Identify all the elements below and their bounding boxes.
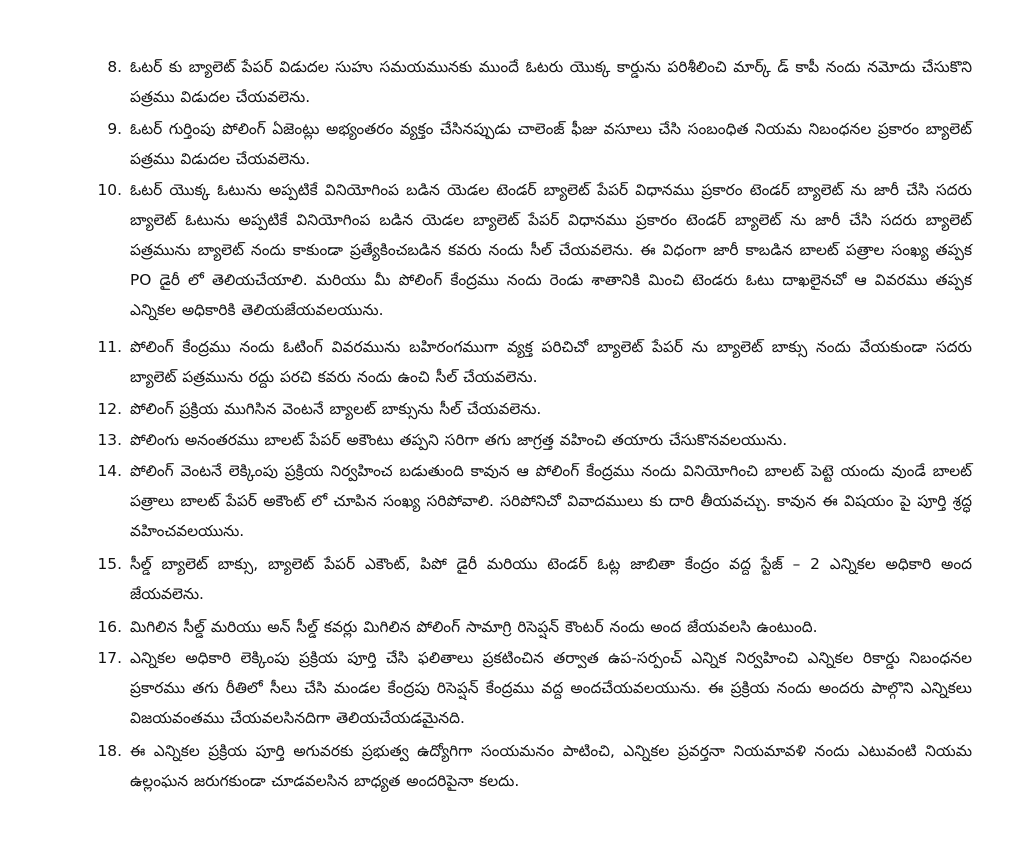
item-text: ఈ ఎన్నికల ప్రక్రియ పూర్తి అగువరకు ప్రభుత్వ ఉద్యోగిగా సంయమనం పాటించి, ఎన్నికల ప్రవర్తనా నియమావళి నందు ఎటువంటి నియమ ఉల్లంఘన జరుగకుండా చూడవలసిన బాధ్యత అందరిపైనా కలదు. — [130, 742, 972, 790]
item-number: 11. — [97, 338, 122, 356]
list-item-11 — [92, 332, 972, 392]
item-text: ఓటర్ యొక్క ఓటును అప్పటికే వినియోగింప బడిన యెడల టెండర్ బ్యాలెట్ పేపర్ విధానము ప్రకారం టెండర్ బ్యాలెట్ ను జారీ చేసి సదరు బ్యాలెట్ ఓటును అప్పటికే వినియోగింప బడిన యెడల బ్యాలెట్ పేపర్ విధానము ప్రకారం టెండర్ బ్యాలెట్ ను జారీ చేసి సదరు బ్యాలెట్ పత్రమును బ్యాలెట్ నందు కాకుండా ప్రత్యేకించబడిన కవరు నందు సీల్ చేయవలెను. ఈ విధంగా జారీ కాబడిన బాలట్ పత్రాల సంఖ్య తప్పక PO డైరీ లో తెలియచేయాలి. మరియు మీ పోలింగ్ కేంద్రము నందు రెండు శాతానికి మించి టెండరు ఓటు దాఖలైనచో ఆ వివరము తప్పక ఎన్నికల అధికారికి తెలియజేయవలయును. — [130, 181, 972, 319]
list-item-16 — [92, 612, 972, 642]
item-text: పోలింగ్ వెంటనే లెక్కింపు ప్రక్రియ నిర్వహించ బడుతుంది కావున ఆ పోలింగ్ కేంద్రము నందు వినియోగించి బాలట్ పెట్టె యందు వుండే బాలట్ పత్రాలు బాలట్ పేపర్ అకౌంట్ లో చూపిన సంఖ్య సరిపోవాలి. సరిపోనిచో వివాదములు కు దారి తీయవచ్చు. కావున ఈ విషయం పై పూర్తి శ్రద్ధ వహించవలయును. — [130, 462, 972, 540]
list-item-18 — [92, 736, 972, 796]
item-text: పోలింగు అనంతరము బాలట్ పేపర్ అకౌంటు తప్పని సరిగా తగు జాగ్రత్త వహించి తయారు చేసుకొనవలయును. — [130, 431, 788, 449]
item-number: 9. — [107, 120, 122, 138]
item-number: 8. — [107, 58, 122, 76]
list-item-12 — [92, 394, 972, 424]
list-item-9 — [92, 114, 972, 174]
list-item-17 — [92, 643, 972, 733]
item-number: 17. — [97, 649, 122, 667]
item-text: మిగిలిన సీల్డ్ మరియు అన్ సీల్డ్ కవర్లు మిగిలిన పోలింగ్ సామాగ్రి రిసెప్షన్ కౌంటర్ నందు అంద జేయవలసి ఉంటుంది. — [130, 618, 818, 636]
item-text: ఓటర్ కు బ్యాలెట్ పేపర్ విడుదల సుహు సమయమునకు ముందే ఓటరు యొక్క కార్డును పరిశీలించి మార్క్ డ్ కాపీ నందు నమోదు చేసుకొని పత్రము విడుదల చేయవలెను. — [130, 58, 972, 106]
item-number: 12. — [97, 400, 122, 418]
item-number: 15. — [97, 555, 122, 573]
item-number: 14. — [97, 462, 122, 480]
item-text: పోలింగ్ కేంద్రము నందు ఓటింగ్ వివరమును బహిరంగముగా వ్యక్త పరిచిచో బ్యాలెట్ పేపర్ ను బ్యాలెట్ బాక్సు నందు వేయకుండా సదరు బ్యాలెట్ పత్రమును రద్దు పరచి కవరు నందు ఉంచి సీల్ చేయవలెను. — [130, 338, 972, 386]
item-number: 18. — [97, 742, 122, 760]
item-number: 10. — [97, 181, 122, 199]
item-number: 16. — [97, 618, 122, 636]
item-text: ఓటర్ గుర్తింపు పోలింగ్ ఏజెంట్లు అభ్యంతరం వ్యక్తం చేసినప్పుడు చాలెంజ్ ఫీజు వసూలు చేసి సంబంధిత నియమ నిబంధనల ప్రకారం బ్యాలెట్ పత్రము విడుదల చేయవలెను. — [130, 120, 972, 168]
item-number: 13. — [97, 431, 122, 449]
list-item-13 — [92, 425, 972, 455]
item-text: సీల్డ్ బ్యాలెట్ బాక్సు, బ్యాలెట్ పేపర్ ఎకౌంట్, పిపో డైరీ మరియు టెండర్ ఓట్ల జాబితా కేంద్రం వద్ద స్టేజ్ – 2 ఎన్నికల అధికారి అంద జేయవలెను. — [130, 555, 972, 603]
list-item-14 — [92, 456, 972, 546]
item-text: పోలింగ్ ప్రక్రియ ముగిసిన వెంటనే బ్యాలట్ బాక్సును సీల్ చేయవలెను. — [130, 400, 542, 418]
list-item-10 — [92, 175, 972, 325]
item-text: ఎన్నికల అధికారి లెక్కింపు ప్రక్రియ పూర్తి చేసి ఫలితాలు ప్రకటించిన తర్వాత ఉప-సర్పంచ్ ఎన్నిక నిర్వహించి ఎన్నికల రికార్డు నిబంధనల ప్రకారము తగు రీతిలో సీలు చేసి మండల కేంద్రపు రిసెప్షన్ కేంద్రము వద్ద అందచేయవలయును. ఈ ప్రక్రియ నందు అందరు పాల్గొని ఎన్నికలు విజయవంతము చేయవలసినదిగా తెలియచేయడమైనది. — [130, 649, 972, 727]
list-item-8 — [92, 52, 972, 112]
list-item-15 — [92, 549, 972, 609]
